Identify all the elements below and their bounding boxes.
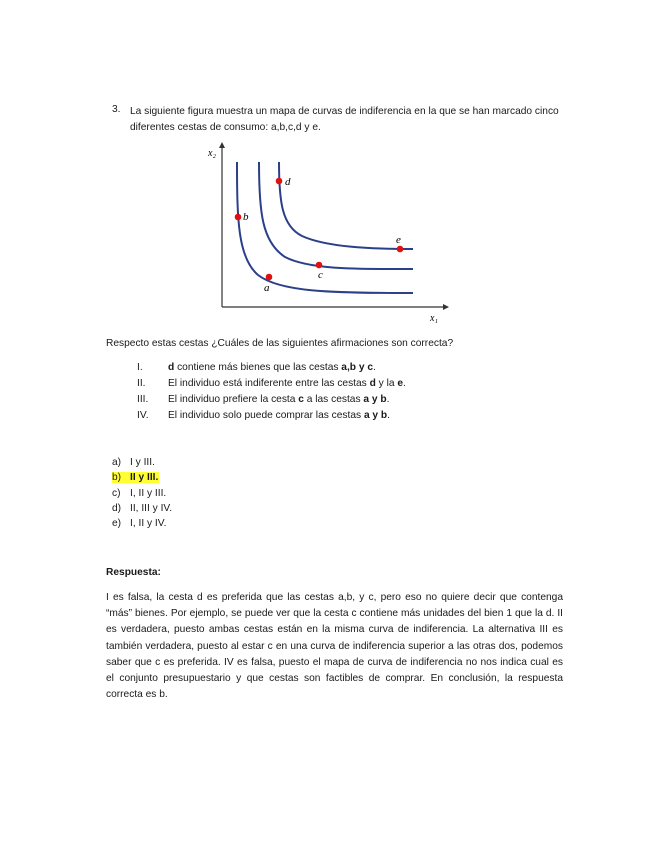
point-label-e: e: [396, 234, 401, 246]
question-number: 3.: [112, 104, 121, 115]
x-axis-label: x₁: [430, 313, 438, 324]
statement-text: El individuo prefiere la cesta c a las cestas a y b.: [168, 394, 390, 405]
option-text: I, II y III.: [130, 488, 167, 499]
statement-number: III.: [137, 394, 149, 405]
option-letter: d): [112, 503, 122, 514]
x-axis-arrow: [443, 304, 449, 310]
statement-number: I.: [137, 362, 143, 373]
indifference-curve-high: [279, 162, 413, 249]
statement-number: II.: [137, 378, 146, 389]
point-d: [276, 178, 283, 185]
option-letter: c): [112, 488, 121, 499]
point-b: [235, 214, 242, 221]
point-label-c: c: [318, 269, 323, 281]
indifference-curve-mid: [259, 162, 413, 269]
question-text: La siguiente figura muestra un mapa de curvas de indiferencia en la que se han marcado cinco diferentes cestas de consumo: a,b,c,d y e.: [130, 106, 559, 133]
option-letter: a): [112, 457, 122, 468]
point-c: [316, 262, 323, 269]
point-label-a: a: [264, 282, 270, 294]
option-letter: e): [112, 518, 122, 529]
point-label-b: b: [243, 211, 249, 223]
indifference-curve-figure: [200, 140, 460, 330]
question-lead: Respecto estas cestas ¿Cuáles de las siguientes afirmaciones son correcta?: [106, 338, 454, 349]
y-axis-arrow: [219, 142, 225, 148]
statement-number: IV.: [137, 410, 149, 421]
answer-paragraph: I es falsa, la cesta d es preferida que las cestas a,b, y c, pero eso no quiere decir que contenga “más” bienes. Por ejemplo, se puede ver que la cesta c contiene más unidades del bien 1 que la d. II es verdadera, puesto ambas cestas están en la misma curva de indiferencia. La alternativa III es también verdadera, puesto al estar c en una curva de indiferencia superior a las otras dos, podemos saber que c es preferida. IV es falsa, puesto el mapa de curva de indiferencia no nos indica cual es el conjunto presupuestario y que cestas son factibles de comprar. En conclusión, la respuesta correcta es b.: [106, 592, 563, 701]
statement-text: El individuo está indiferente entre las cestas d y la e.: [168, 378, 406, 389]
point-a: [266, 274, 273, 281]
point-label-d: d: [285, 176, 291, 188]
statement-text: d contiene más bienes que las cestas a,b y c.: [168, 362, 376, 373]
option-text: II y III.: [130, 472, 159, 483]
option-text: I y III.: [130, 457, 155, 468]
option-text: I, II y IV.: [130, 518, 167, 529]
answer-title: Respuesta:: [106, 567, 161, 578]
option-text: II, III y IV.: [130, 503, 173, 514]
indifference-curve-low: [237, 162, 413, 293]
y-axis-label: x₂: [208, 148, 216, 159]
statement-text: El individuo solo puede comprar las cestas a y b.: [168, 410, 390, 421]
option-letter: b): [112, 472, 131, 483]
point-e: [397, 246, 404, 253]
